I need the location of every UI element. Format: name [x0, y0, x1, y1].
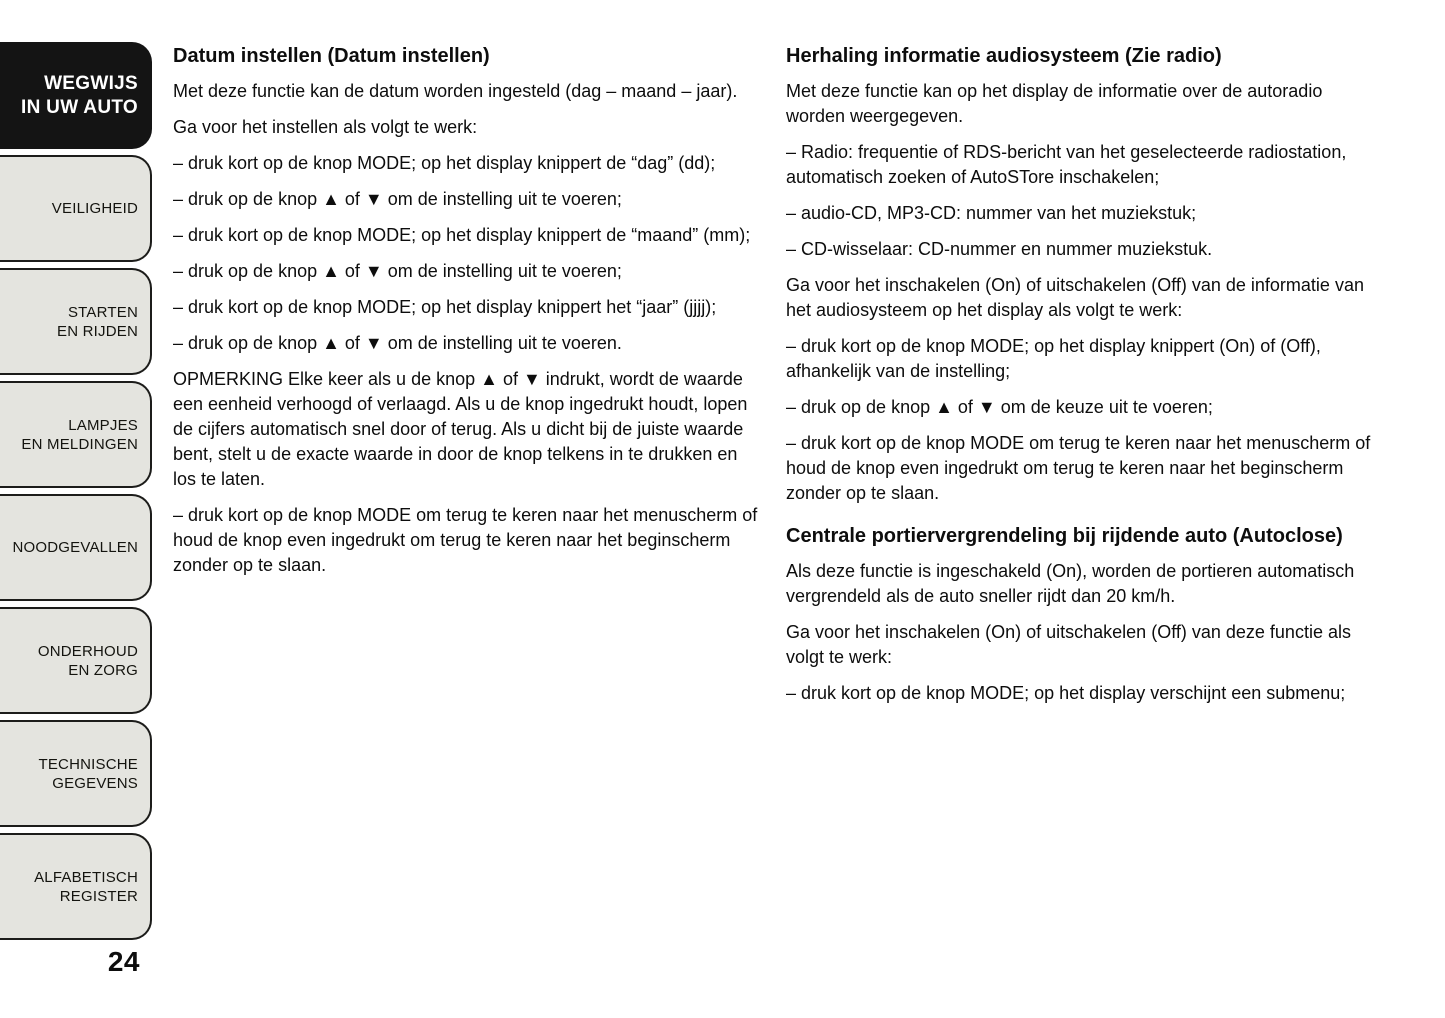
body-paragraph: – audio-CD, MP3-CD: nummer van het muziekstuk; [786, 203, 1197, 223]
body-paragraph: – druk kort op de knop MODE; op het display verschijnt een submenu; [786, 683, 1346, 703]
sidebar-tab-label-line: GEGEVENS [52, 774, 138, 792]
sidebar-tab-label-line: TECHNISCHE [38, 755, 138, 773]
sidebar-tab-label-line: EN MELDINGEN [21, 435, 138, 453]
section-heading: Herhaling informatie audiosysteem (Zie radio) [786, 45, 1222, 67]
body-paragraph: Met deze functie kan op het display de informatie over de autoradio worden weergegeven. [786, 81, 1323, 126]
body-paragraph: – druk op de knop ▲ of ▼ om de keuze uit te voeren; [786, 397, 1213, 417]
body-paragraph: Als deze functie is ingeschakeld (On), worden de portieren automatisch vergrendeld als de auto sneller rijdt dan 20 km/h. [786, 561, 1355, 606]
body-paragraph: – druk op de knop ▲ of ▼ om de instelling uit te voeren; [173, 261, 622, 281]
sidebar-tab-label-line: STARTEN [67, 303, 138, 321]
body-paragraph: – Radio: frequentie of RDS-bericht van het geselecteerde radiostation, automatisch zoeken of AutoSTore inschakelen; [786, 142, 1347, 187]
sidebar-tab-label-line: EN RIJDEN [57, 322, 138, 340]
body-paragraph: – druk kort op de knop MODE om terug te keren naar het menuscherm of houd de knop even ingedrukt om terug te keren naar het beginscherm zonder op te slaan. [786, 433, 1371, 503]
sidebar-tab-label-line: EN ZORG [68, 661, 138, 679]
sidebar-tab-alfabetisch-register[interactable] [0, 833, 152, 940]
body-paragraph: Ga voor het inschakelen (On) of uitschakelen (Off) van de informatie van het audiosysteem op het display als volgt te werk: [786, 275, 1364, 320]
sidebar-tab-label-line: ALFABETISCH [34, 868, 138, 886]
content-column-left [173, 44, 763, 589]
content-column-right [786, 44, 1376, 717]
sidebar-tab-label-line: LAMPJES [68, 416, 138, 434]
body-paragraph: – CD-wisselaar: CD-nummer en nummer muziekstuk. [786, 239, 1213, 259]
body-paragraph: – druk kort op de knop MODE; op het display knippert (On) of (Off), afhankelijk van de instelling; [786, 336, 1321, 381]
body-paragraph: – druk kort op de knop MODE om terug te keren naar het menuscherm of houd de knop even ingedrukt om terug te keren naar het beginscherm zonder op te slaan. [173, 505, 758, 575]
body-paragraph: Met deze functie kan de datum worden ingesteld (dag – maand – jaar). [173, 81, 738, 101]
body-paragraph: – druk op de knop ▲ of ▼ om de instelling uit te voeren; [173, 189, 622, 209]
sidebar-tab-onderhoud-en-zorg[interactable] [0, 607, 152, 714]
sidebar-tab-technische-gegevens[interactable] [0, 720, 152, 827]
body-paragraph: Ga voor het instellen als volgt te werk: [173, 117, 478, 137]
sidebar-tab-label-line: NOODGEVALLEN [12, 539, 138, 556]
body-paragraph: – druk op de knop ▲ of ▼ om de instelling uit te voeren. [173, 333, 622, 353]
body-paragraph: – druk kort op de knop MODE; op het display knippert de “maand” (mm); [173, 225, 751, 245]
sidebar-tab-label-line: ONDERHOUD [37, 642, 138, 660]
sidebar-tab-label-line: IN UW AUTO [21, 96, 138, 118]
section-heading: Datum instellen (Datum instellen) [173, 45, 490, 67]
sidebar-tab-label-line: WEGWIJS [44, 72, 138, 94]
page-number: 24 [107, 946, 140, 977]
sidebar-tab-lampjes-en-meldingen[interactable] [0, 381, 152, 488]
sidebar [0, 42, 152, 946]
body-paragraph: Ga voor het inschakelen (On) of uitschakelen (Off) van deze functie als volgt te werk: [786, 622, 1351, 667]
sidebar-tab-noodgevallen[interactable] [0, 494, 152, 601]
body-paragraph: – druk kort op de knop MODE; op het display knippert het “jaar” (jjjj); [173, 297, 717, 317]
sidebar-tab-starten-en-rijden[interactable] [0, 268, 152, 375]
sidebar-tab-label-line: REGISTER [59, 887, 138, 905]
body-paragraph: OPMERKING Elke keer als u de knop ▲ of ▼ indrukt, wordt de waarde een eenheid verhoogd of verlaagd. Als u de knop ingedrukt houdt, lopen de cijfers automatisch snel door of terug. Als u dicht bij de juiste waarde bent, stelt u de exacte waarde in door de knop telkens in te drukken en los te laten. [173, 369, 748, 489]
sidebar-tab-wegwijs-in-uw-auto[interactable] [0, 42, 152, 149]
body-paragraph: – druk kort op de knop MODE; op het display knippert de “dag” (dd); [173, 153, 716, 173]
sidebar-tab-veiligheid[interactable] [0, 155, 152, 262]
sidebar-tab-label-line: VEILIGHEID [51, 200, 138, 217]
section-heading: Centrale portiervergrendeling bij rijdende auto (Autoclose) [786, 525, 1343, 547]
